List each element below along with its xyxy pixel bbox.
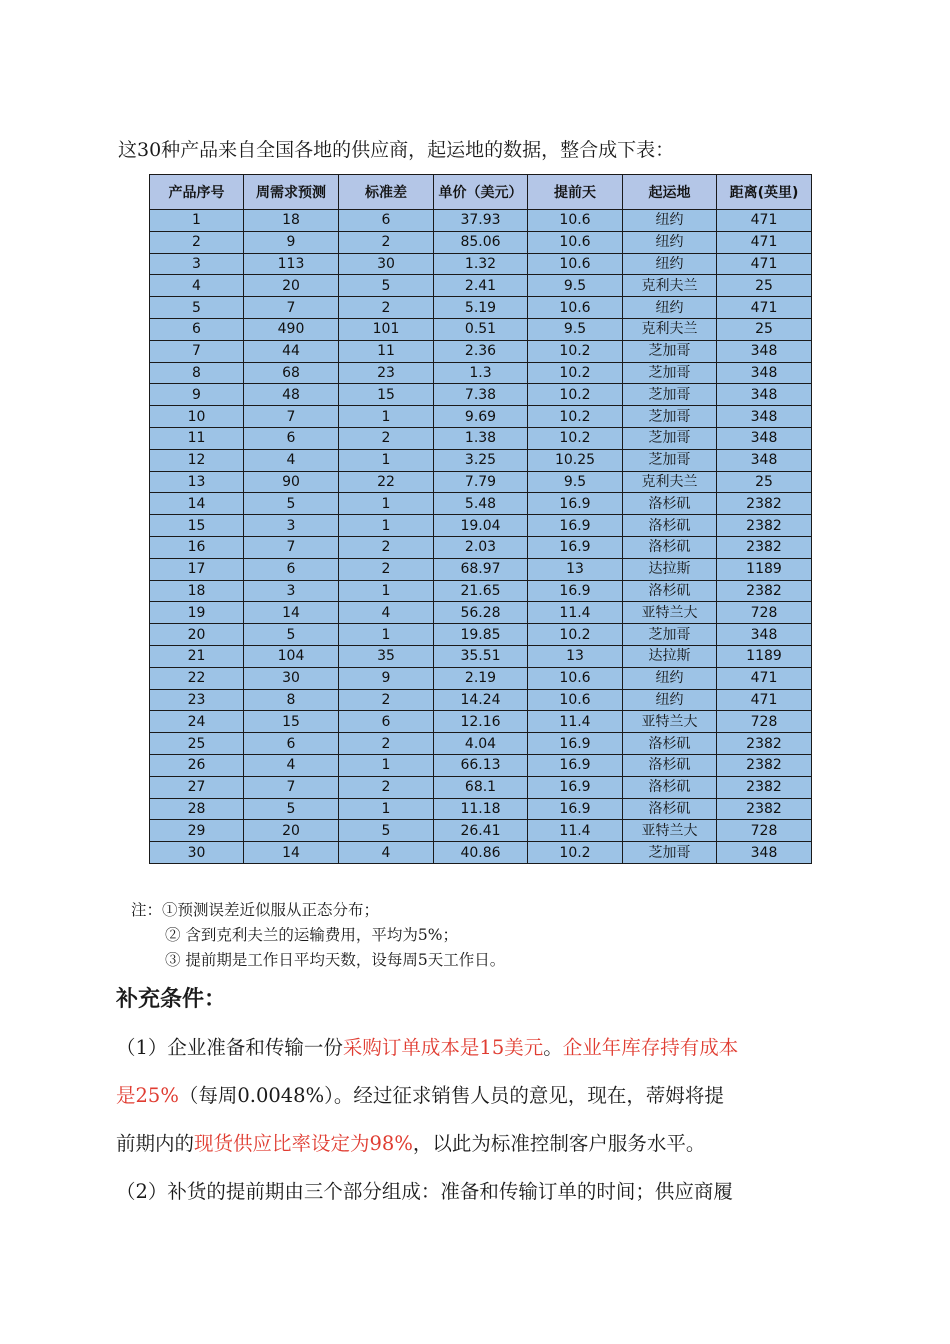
cell-origin: 芝加哥 [623, 427, 717, 449]
cell-std-dev: 30 [339, 253, 434, 275]
table-row [150, 689, 812, 711]
cell-distance: 348 [717, 842, 812, 864]
cell-lead-days: 16.9 [528, 580, 623, 602]
cell-product-id: 18 [150, 580, 244, 602]
cell-lead-days: 11.4 [528, 711, 623, 733]
cell-distance: 348 [717, 384, 812, 406]
table-row [150, 384, 812, 406]
cell-lead-days: 13 [528, 645, 623, 667]
intro-text: 这30种产品来自全国各地的供应商，起运地的数据，整合成下表： [118, 139, 675, 161]
cell-origin: 洛杉矶 [623, 776, 717, 798]
cell-unit-price: 12.16 [434, 711, 528, 733]
cell-lead-days: 16.9 [528, 798, 623, 820]
cell-lead-days: 9.5 [528, 318, 623, 340]
cell-distance: 471 [717, 253, 812, 275]
cell-lead-days: 10.6 [528, 231, 623, 253]
cell-weekly-demand: 4 [244, 449, 339, 471]
cell-product-id: 30 [150, 842, 244, 864]
cell-lead-days: 10.2 [528, 427, 623, 449]
cell-distance: 471 [717, 297, 812, 319]
table-row [150, 820, 812, 842]
highlight-text: 企业年库存持有成本 [562, 1036, 739, 1059]
cell-unit-price: 2.03 [434, 536, 528, 558]
cell-product-id: 20 [150, 624, 244, 646]
cell-weekly-demand: 7 [244, 776, 339, 798]
cell-origin: 纽约 [623, 231, 717, 253]
cell-origin: 洛杉矶 [623, 580, 717, 602]
cell-weekly-demand: 20 [244, 275, 339, 297]
table-row [150, 733, 812, 755]
cell-origin: 亚特兰大 [623, 602, 717, 624]
cell-weekly-demand: 113 [244, 253, 339, 275]
table-row [150, 493, 812, 515]
cell-origin: 达拉斯 [623, 645, 717, 667]
table-row [150, 231, 812, 253]
cell-origin: 纽约 [623, 667, 717, 689]
cell-product-id: 19 [150, 602, 244, 624]
cell-product-id: 6 [150, 318, 244, 340]
cell-unit-price: 19.85 [434, 624, 528, 646]
table-row [150, 297, 812, 319]
cell-unit-price: 85.06 [434, 231, 528, 253]
cell-weekly-demand: 44 [244, 340, 339, 362]
cell-std-dev: 2 [339, 297, 434, 319]
cell-product-id: 28 [150, 798, 244, 820]
cell-unit-price: 5.48 [434, 493, 528, 515]
cell-weekly-demand: 6 [244, 427, 339, 449]
table-row [150, 580, 812, 602]
cell-lead-days: 10.25 [528, 449, 623, 471]
cell-std-dev: 6 [339, 210, 434, 232]
cell-unit-price: 66.13 [434, 754, 528, 776]
cell-unit-price: 40.86 [434, 842, 528, 864]
table-row [150, 471, 812, 493]
cell-unit-price: 14.24 [434, 689, 528, 711]
cell-std-dev: 101 [339, 318, 434, 340]
cell-product-id: 4 [150, 275, 244, 297]
table-row [150, 536, 812, 558]
header-product-id: 产品序号 [150, 175, 244, 210]
cell-distance: 348 [717, 406, 812, 428]
table-row [150, 515, 812, 537]
cell-unit-price: 7.79 [434, 471, 528, 493]
cell-std-dev: 2 [339, 231, 434, 253]
cell-unit-price: 2.41 [434, 275, 528, 297]
table-header-row [150, 175, 812, 210]
cell-unit-price: 37.93 [434, 210, 528, 232]
cell-lead-days: 16.9 [528, 536, 623, 558]
cell-std-dev: 2 [339, 733, 434, 755]
cell-product-id: 1 [150, 210, 244, 232]
table-body [150, 210, 812, 864]
cell-std-dev: 5 [339, 275, 434, 297]
cell-std-dev: 9 [339, 667, 434, 689]
cell-std-dev: 2 [339, 536, 434, 558]
cell-std-dev: 1 [339, 406, 434, 428]
cell-distance: 471 [717, 231, 812, 253]
table-row [150, 210, 812, 232]
cell-distance: 25 [717, 275, 812, 297]
paragraph-line [116, 1024, 836, 1071]
table-row [150, 842, 812, 864]
cell-origin: 芝加哥 [623, 340, 717, 362]
highlight-text: 采购订单成本是15美元 [342, 1036, 544, 1059]
cell-unit-price: 1.38 [434, 427, 528, 449]
cell-distance: 471 [717, 210, 812, 232]
table-row [150, 776, 812, 798]
cell-lead-days: 16.9 [528, 776, 623, 798]
table-row [150, 754, 812, 776]
table-row [150, 253, 812, 275]
cell-std-dev: 1 [339, 449, 434, 471]
cell-lead-days: 13 [528, 558, 623, 580]
cell-lead-days: 10.6 [528, 210, 623, 232]
cell-std-dev: 4 [339, 842, 434, 864]
text-span: ，以此为标准控制客户服务水平。 [412, 1132, 706, 1155]
cell-weekly-demand: 490 [244, 318, 339, 340]
cell-std-dev: 1 [339, 798, 434, 820]
cell-weekly-demand: 5 [244, 493, 339, 515]
cell-product-id: 21 [150, 645, 244, 667]
cell-std-dev: 1 [339, 493, 434, 515]
cell-origin: 纽约 [623, 210, 717, 232]
cell-unit-price: 56.28 [434, 602, 528, 624]
cell-std-dev: 6 [339, 711, 434, 733]
cell-lead-days: 10.2 [528, 624, 623, 646]
header-lead-days: 提前天 [528, 175, 623, 210]
cell-weekly-demand: 90 [244, 471, 339, 493]
product-table [149, 174, 812, 864]
cell-origin: 芝加哥 [623, 624, 717, 646]
cell-origin: 洛杉矶 [623, 798, 717, 820]
cell-product-id: 16 [150, 536, 244, 558]
cell-distance: 25 [717, 318, 812, 340]
header-origin: 起运地 [623, 175, 717, 210]
cell-unit-price: 19.04 [434, 515, 528, 537]
table-row [150, 449, 812, 471]
text-span: （2）补货的提前期由三个部分组成：准备和传输订单的时间；供应商履 [116, 1180, 733, 1203]
cell-product-id: 24 [150, 711, 244, 733]
table-row [150, 362, 812, 384]
cell-lead-days: 10.2 [528, 362, 623, 384]
cell-unit-price: 4.04 [434, 733, 528, 755]
cell-weekly-demand: 5 [244, 624, 339, 646]
cell-distance: 348 [717, 340, 812, 362]
cell-distance: 2382 [717, 798, 812, 820]
cell-unit-price: 68.1 [434, 776, 528, 798]
cell-std-dev: 4 [339, 602, 434, 624]
note-item: 注：①预测误差近似服从正态分布； [131, 901, 380, 919]
cell-weekly-demand: 8 [244, 689, 339, 711]
cell-distance: 2382 [717, 580, 812, 602]
cell-std-dev: 1 [339, 580, 434, 602]
cell-weekly-demand: 3 [244, 515, 339, 537]
cell-distance: 471 [717, 667, 812, 689]
cell-std-dev: 2 [339, 776, 434, 798]
cell-product-id: 12 [150, 449, 244, 471]
cell-product-id: 15 [150, 515, 244, 537]
cell-unit-price: 11.18 [434, 798, 528, 820]
cell-weekly-demand: 20 [244, 820, 339, 842]
cell-unit-price: 2.36 [434, 340, 528, 362]
cell-distance: 2382 [717, 733, 812, 755]
table-row [150, 558, 812, 580]
cell-origin: 纽约 [623, 689, 717, 711]
cell-distance: 25 [717, 471, 812, 493]
cell-unit-price: 5.19 [434, 297, 528, 319]
section-heading: 补充条件： [116, 987, 227, 1012]
cell-unit-price: 2.19 [434, 667, 528, 689]
cell-distance: 348 [717, 624, 812, 646]
header-distance: 距离(英里) [717, 175, 812, 210]
cell-weekly-demand: 4 [244, 754, 339, 776]
cell-origin: 克利夫兰 [623, 471, 717, 493]
header-std-dev: 标准差 [339, 175, 434, 210]
cell-origin: 洛杉矶 [623, 536, 717, 558]
cell-lead-days: 10.6 [528, 667, 623, 689]
cell-lead-days: 11.4 [528, 820, 623, 842]
cell-unit-price: 26.41 [434, 820, 528, 842]
table-row [150, 340, 812, 362]
cell-distance: 2382 [717, 754, 812, 776]
cell-weekly-demand: 7 [244, 406, 339, 428]
table-row [150, 624, 812, 646]
cell-unit-price: 21.65 [434, 580, 528, 602]
cell-weekly-demand: 48 [244, 384, 339, 406]
cell-product-id: 29 [150, 820, 244, 842]
cell-lead-days: 9.5 [528, 471, 623, 493]
cell-unit-price: 9.69 [434, 406, 528, 428]
cell-distance: 1189 [717, 645, 812, 667]
notes [131, 898, 505, 973]
cell-distance: 728 [717, 820, 812, 842]
cell-weekly-demand: 15 [244, 711, 339, 733]
cell-weekly-demand: 7 [244, 297, 339, 319]
cell-origin: 洛杉矶 [623, 515, 717, 537]
table-row [150, 427, 812, 449]
cell-unit-price: 3.25 [434, 449, 528, 471]
cell-std-dev: 2 [339, 558, 434, 580]
cell-origin: 纽约 [623, 297, 717, 319]
cell-origin: 芝加哥 [623, 842, 717, 864]
cell-lead-days: 16.9 [528, 493, 623, 515]
table-row [150, 667, 812, 689]
cell-weekly-demand: 5 [244, 798, 339, 820]
cell-lead-days: 16.9 [528, 754, 623, 776]
text-span: （1）企业准备和传输一份 [116, 1036, 343, 1059]
cell-product-id: 7 [150, 340, 244, 362]
cell-lead-days: 10.2 [528, 406, 623, 428]
table-row [150, 711, 812, 733]
cell-product-id: 9 [150, 384, 244, 406]
highlight-text: 现货供应比率设定为98% [194, 1132, 413, 1155]
highlight-text: 是25% [116, 1084, 179, 1107]
cell-std-dev: 2 [339, 427, 434, 449]
cell-product-id: 3 [150, 253, 244, 275]
cell-distance: 2382 [717, 776, 812, 798]
cell-lead-days: 10.2 [528, 842, 623, 864]
cell-lead-days: 10.6 [528, 253, 623, 275]
cell-weekly-demand: 3 [244, 580, 339, 602]
cell-weekly-demand: 68 [244, 362, 339, 384]
cell-std-dev: 23 [339, 362, 434, 384]
cell-weekly-demand: 6 [244, 733, 339, 755]
cell-lead-days: 10.6 [528, 689, 623, 711]
cell-std-dev: 22 [339, 471, 434, 493]
text-span: 前期内的 [116, 1132, 195, 1155]
cell-product-id: 2 [150, 231, 244, 253]
cell-unit-price: 35.51 [434, 645, 528, 667]
table-row [150, 645, 812, 667]
cell-product-id: 8 [150, 362, 244, 384]
cell-distance: 348 [717, 362, 812, 384]
cell-lead-days: 11.4 [528, 602, 623, 624]
note-item: ② 含到克利夫兰的运输费用，平均为5%； [165, 926, 459, 944]
header-weekly-demand: 周需求预测 [244, 175, 339, 210]
cell-weekly-demand: 6 [244, 558, 339, 580]
cell-origin: 克利夫兰 [623, 318, 717, 340]
cell-product-id: 22 [150, 667, 244, 689]
cell-lead-days: 16.9 [528, 515, 623, 537]
cell-origin: 洛杉矶 [623, 493, 717, 515]
cell-distance: 2382 [717, 515, 812, 537]
cell-origin: 达拉斯 [623, 558, 717, 580]
cell-origin: 亚特兰大 [623, 820, 717, 842]
cell-std-dev: 15 [339, 384, 434, 406]
cell-lead-days: 10.6 [528, 297, 623, 319]
cell-origin: 亚特兰大 [623, 711, 717, 733]
cell-weekly-demand: 9 [244, 231, 339, 253]
cell-std-dev: 11 [339, 340, 434, 362]
text-span: （每周0.0048%）。经过征求销售人员的意见，现在，蒂姆将提 [178, 1084, 724, 1107]
paragraph-line [116, 1120, 836, 1167]
cell-unit-price: 0.51 [434, 318, 528, 340]
cell-product-id: 26 [150, 754, 244, 776]
table-row [150, 798, 812, 820]
cell-distance: 348 [717, 427, 812, 449]
header-unit-price: 单价（美元） [434, 175, 528, 210]
cell-product-id: 10 [150, 406, 244, 428]
cell-std-dev: 1 [339, 515, 434, 537]
table-row [150, 275, 812, 297]
cell-product-id: 25 [150, 733, 244, 755]
cell-distance: 348 [717, 449, 812, 471]
table-row [150, 602, 812, 624]
cell-product-id: 27 [150, 776, 244, 798]
cell-origin: 芝加哥 [623, 449, 717, 471]
cell-std-dev: 1 [339, 624, 434, 646]
cell-weekly-demand: 7 [244, 536, 339, 558]
cell-weekly-demand: 14 [244, 602, 339, 624]
table-row [150, 406, 812, 428]
paragraph-line [116, 1168, 836, 1215]
cell-origin: 克利夫兰 [623, 275, 717, 297]
cell-lead-days: 10.2 [528, 340, 623, 362]
cell-origin: 芝加哥 [623, 384, 717, 406]
cell-origin: 芝加哥 [623, 406, 717, 428]
cell-lead-days: 16.9 [528, 733, 623, 755]
cell-distance: 1189 [717, 558, 812, 580]
cell-std-dev: 35 [339, 645, 434, 667]
cell-origin: 洛杉矶 [623, 733, 717, 755]
cell-origin: 洛杉矶 [623, 754, 717, 776]
cell-distance: 728 [717, 711, 812, 733]
cell-product-id: 23 [150, 689, 244, 711]
cell-weekly-demand: 14 [244, 842, 339, 864]
note-item: ③ 提前期是工作日平均天数，设每周5天工作日。 [165, 951, 506, 969]
cell-weekly-demand: 104 [244, 645, 339, 667]
cell-distance: 471 [717, 689, 812, 711]
cell-std-dev: 5 [339, 820, 434, 842]
cell-product-id: 5 [150, 297, 244, 319]
cell-origin: 纽约 [623, 253, 717, 275]
cell-unit-price: 1.3 [434, 362, 528, 384]
cell-lead-days: 9.5 [528, 275, 623, 297]
cell-distance: 2382 [717, 536, 812, 558]
cell-unit-price: 7.38 [434, 384, 528, 406]
cell-std-dev: 1 [339, 754, 434, 776]
text-span: 。 [543, 1036, 563, 1059]
cell-unit-price: 1.32 [434, 253, 528, 275]
cell-product-id: 13 [150, 471, 244, 493]
cell-product-id: 17 [150, 558, 244, 580]
cell-weekly-demand: 30 [244, 667, 339, 689]
cell-lead-days: 10.2 [528, 384, 623, 406]
table-row [150, 318, 812, 340]
cell-product-id: 11 [150, 427, 244, 449]
cell-distance: 728 [717, 602, 812, 624]
cell-origin: 芝加哥 [623, 362, 717, 384]
cell-weekly-demand: 18 [244, 210, 339, 232]
cell-product-id: 14 [150, 493, 244, 515]
cell-std-dev: 2 [339, 689, 434, 711]
paragraph-line [116, 1072, 836, 1119]
cell-distance: 2382 [717, 493, 812, 515]
cell-unit-price: 68.97 [434, 558, 528, 580]
